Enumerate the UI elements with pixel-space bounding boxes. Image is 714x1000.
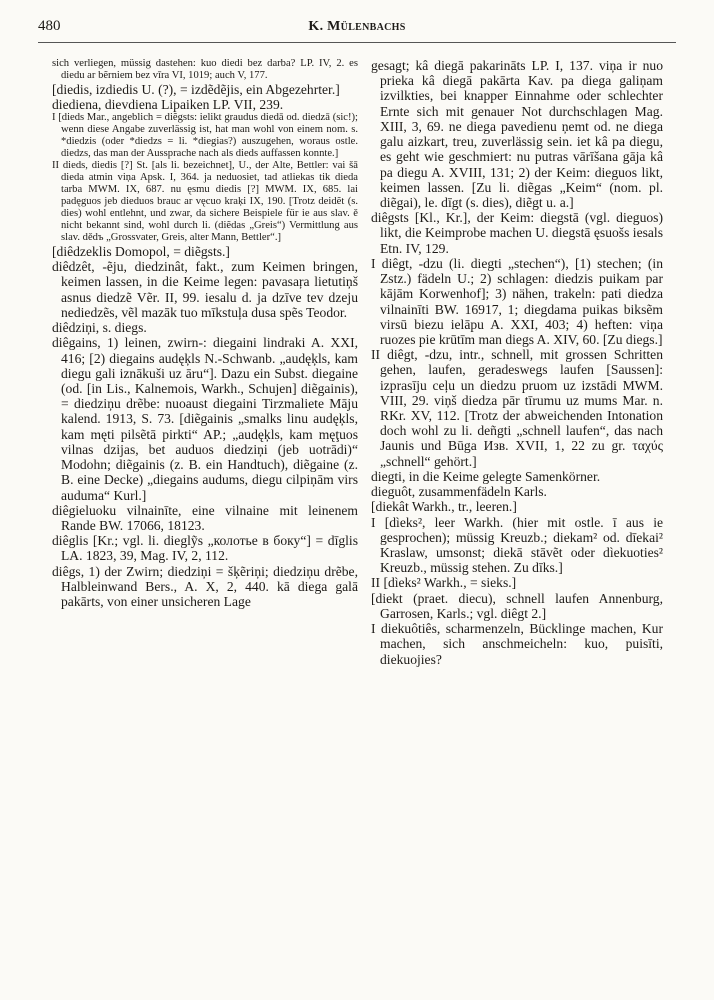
dictionary-entry: diediena, dievdiena Lipaiken LP. VII, 239. [52, 97, 284, 113]
dictionary-entry: diêglis [Kr.; vgl. li. dieglỹs „колотье в боку“] = dīglis LA. 1823, 39, Mag. IV, 2, 112. [52, 533, 358, 564]
right-column [371, 58, 663, 993]
dictionary-entry: II dieds, diedis [?] St. [als li. bezeichnet], U., der Alte, Bettler: vai šā dieda atmin viņa Apsk. I, 364. ja neduosiet, tad atliekas tik dieda tarba MWM. IX, 687. nu ęsmu diedis [?] MWM. IX, 685. lai padęguos jeb dieduos brauc ar vęcuo kraķi IX, 190. [Trotz deidẽt (s. dies) wohl entlehnt, und zwar, da sichere Beispiele für ie aus slav. ě nicht bekannt sind, wohl durch li. (diẽdas „Greis“) Vermittlung aus slav. dědъ „Grossvater, Greis, alter Mann, Bettler“.] [52, 160, 358, 244]
dictionary-entry: diêgieluoku vilnainīte, eine vilnaine mit leinenem Rande BW. 17066, 18123. [52, 502, 358, 533]
dictionary-entry: dieguôt, zusammenfädeln Karls. [371, 484, 547, 500]
dictionary-entry: gesagt; kâ diegā pakarināts LP. I, 137. viņa ir nuo prieka kâ diegā pakārta Kav. pa diega galiņam izvilkties, bei knapper Einnahme oder schlechter Ernte sich mit genauer Not durchschlagen Mag. XIII, 3, 69. ne diega pavedienu ņemt od. ne diega galu aizkart, treu, zuverlässig sein. iet kâ pa diegu, es geht wie geschmiert: nu putras vārīšana gāja kâ pa diegu A. XVIII, 131; 2) der Keim: dieguos likt, keimen lassen. [Zu li. diẽgas „Keim“ (nom. pl. diẽgai), le. dīgt (s. dies), diẽgt u. a.] [371, 58, 663, 210]
dictionary-entry: sich verliegen, müssig dastehen: kuo diedi bez darba? LP. IV, 2. es diedu ar bẽrniem bez vīra VI, 1019; auch V, 177. [52, 58, 358, 81]
dictionary-entry: diêgains, 1) leinen, zwirn-: diegaini lindraki A. XXI, 416; [2) diegains audęķls N.-Schwanb. „audęķls, kam diegu gali iznākuši uz āru“]. Dazu ein Subst. diegaine (od. [in Lis., Kalnemois, Warkh., Schujen] diẽgainis), = diedziņu drẽbe: nuoaust diegaini Tirzmaliete Māju kalend. 1913, S. 73. [diẽgainis „smalks linu audęķls, kam męti pilsẽtā pirkti“ AP.; „audęķls, kam męţuos vilnas dzijas, bet auduos diedziņi (jeb uotrādi)“ Modohn; diẽgainis (z. B. ein Handtuch), diẽgaine (z. B. eine Decke) „diegains audums, diegu cilpiņām virs auduma“ Kurl.] [52, 335, 358, 503]
dictionary-entry: I diekuôtiês, scharmenzeln, Bücklinge machen, Kur machen, sich anschmeicheln: kuo, puisīti, diekuojies? [371, 621, 663, 667]
page-number: 480 [38, 18, 61, 34]
dictionary-entry: I [dìeks², leer Warkh. (hier mit ostle. ī aus ie gesprochen); müssig Kreuzb.; diekam² od. dīekai² Kraslaw, umsonst; diekā stāvẽt oder dìekuoties² Kreuzb., müssig stehen. Zu dīks.] [371, 514, 663, 576]
dictionary-entry: [diêdzeklis Domopol, = diẽgsts.] [52, 244, 230, 260]
dictionary-entry: diêdzêt, -ẽju, diedzinât, fakt., zum Keimen bringen, keimen lassen, in die Keime legen: pavasaŗa lietutiņš asnus diedzẽ Vẽr. II, 99. iesalu d. ja dzīve tev dzeju nediedzẽs, vẽl mazāk tuo mīkstuļa dusa spẽs Teodor. [52, 259, 358, 320]
left-column [52, 58, 358, 993]
dictionary-entry: [diedis, izdiedis U. (?), = izdẽdẽjis, ein Abgezehrter.] [52, 81, 340, 97]
dictionary-entry: II diêgt, -dzu, intr., schnell, mit grossen Schritten gehen, laufen, geradeswegs laufen [Saussen]: izprasīju ceļu un diedzu pruom uz izstādi MWM. VIII, 29. viņš diedza pār tīrumu uz mums Mar. n. RKr. XV, 112. [Trotz der abweichenden Intonation doch wohl zu li. deñgti „schnell laufen“, das nach Jaunis und Būga Изв. XVII, 1, 22 zu gr. ταχύς „schnell“ gehört.] [371, 347, 663, 469]
dictionary-entry: diegti, in die Keime gelegte Samenkörner. [371, 468, 601, 484]
dictionary-entry: diêgsts [Kl., Kr.], der Keim: diegstā (vgl. dieguos) likt, die Keimprobe machen U. diegstā ęsuošs iesals Etn. IV, 129. [371, 210, 663, 256]
dictionary-entry: I [dieds Mar., angeblich = diẽgsts: ielikt graudus diedā od. diedzā (sic!); wenn diese Angabe zuverlässig ist, hat man wohl von einem nom. s. *diedzis (oder *diedzs = li. *diegias?) auszugehen, woraus ostle. diedzs, das man der Aussprache nach als dieds auffassen konnte.] [52, 112, 358, 160]
dictionary-entry: I diêgt, -dzu (li. diegti „stechen“), [1) stechen; (in Zstz.) fädeln U.; 2) schlagen: diedzis puikam par kājām Korwenhof]; 3) nähen, trakeln: pati diedza vilnainīti BW. 16917, 1; diegdama puikas biksẽm virsū biezu ielāpu A. XXI, 403; 4) heften: viņa ruozes pie krūtīm man diegs A. XIV, 60. [Zu diegs.] [371, 255, 663, 347]
page-header [38, 18, 676, 44]
dictionary-entry: diêgs, 1) der Zwirn; diedziņi = šķẽriņi; diedziņu drẽbe, Halbleinwand Bers., A. X, 2, 440. kā diega galā pakārts, von einer unsicheren Lage [52, 563, 358, 610]
dictionary-entry: diêdziņi, s. diegs. [52, 320, 147, 336]
dictionary-entry: [diekât Warkh., tr., leeren.] [371, 499, 517, 515]
dictionary-entry: II [dìeks² Warkh., = sieks.] [371, 575, 517, 591]
dictionary-entry: [diekt (praet. diecu), schnell laufen Annenburg, Garrosen, Karls.; vgl. diêgt 2.] [371, 590, 663, 621]
running-head: K. Mülenbachs [308, 19, 406, 34]
header-rule [38, 42, 676, 43]
